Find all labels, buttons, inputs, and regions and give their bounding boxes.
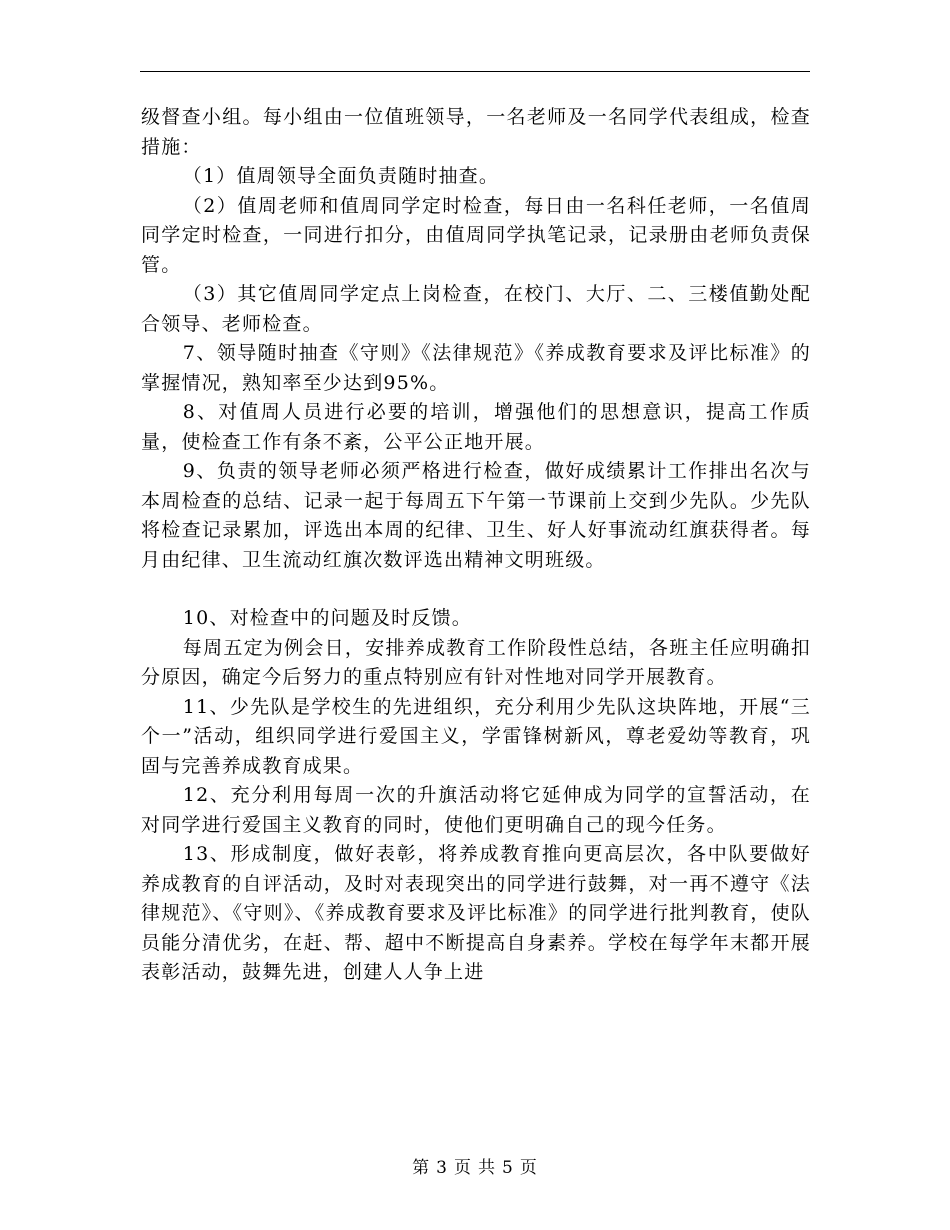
- document-body: [141, 103, 811, 988]
- paragraph-item-7: 7、领导随时抽查《守则》《法律规范》《养成教育要求及评比标准》的掌握情况，熟知率至少达到95%。: [141, 342, 811, 394]
- page-number: 3: [436, 1158, 448, 1178]
- paragraph-item-12: 12、充分利用每周一次的升旗活动将它延伸成为同学的宣誓活动，在对同学进行爱国主义教育的同时，使他们更明确自己的现今任务。: [141, 784, 811, 836]
- paragraph-measure-2: （2）值周老师和值周同学定时检查，每日由一名科任老师，一名值周同学定时检查，一同进行扣分，由值周同学执笔记录，记录册由老师负责保管。: [141, 194, 811, 276]
- footer-total-word: 共: [478, 1158, 496, 1178]
- paragraph-item-8: 8、对值周人员进行必要的培训，增强他们的思想意识，提高工作质量，使检查工作有条不紊，公平公正地开展。: [141, 401, 811, 453]
- total-pages: 5: [502, 1158, 514, 1178]
- paragraph-item-10: 10、对检查中的问题及时反馈。: [182, 607, 472, 629]
- paragraph-measure-3: （3）其它值周同学定点上岗检查，在校门、大厅、二、三楼值勤处配合领导、老师检查。: [141, 283, 811, 335]
- footer-prefix: 第: [412, 1158, 431, 1178]
- page-footer: [0, 1153, 950, 1178]
- footer-page-word: 页: [454, 1158, 472, 1178]
- paragraph-item-9: 9、负责的领导老师必须严格进行检查，做好成绩累计工作排出名次与本周检查的总结、记录一起于每周五下午第一节课前上交到少先队。少先队将检查记录累加，评选出本周的纪律、卫生、好人好事流动红旗获得者。每月由纪律、卫生流动红旗次数评选出精神文明班级。: [141, 460, 811, 571]
- paragraph-item-11: 11、少先队是学校生的先进组织，充分利用少先队这块阵地，开展“三个一”活动，组织同学进行爱国主义，学雷锋树新风，尊老爱幼等教育，巩固与完善养成教育成果。: [141, 695, 811, 777]
- paragraph-item-13: 13、形成制度，做好表彰，将养成教育推向更高层次，各中队要做好养成教育的自评活动，及时对表现突出的同学进行鼓舞，对一再不遵守《法律规范》、《守则》、《养成教育要求及评比标准》的同学进行批判教育，使队员能分清优劣，在赶、帮、超中不断提高自身素养。学校在每学年末都开展表彰活动，鼓舞先进，创建人人争上进: [141, 843, 811, 983]
- paragraph-continuation: 级督查小组。每小组由一位值班领导，一名老师及一名同学代表组成，检查措施：: [141, 106, 811, 158]
- paragraph-weekly-meeting: 每周五定为例会日，安排养成教育工作阶段性总结，各班主任应明确扣分原因，确定今后努力的重点特别应有针对性地对同学开展教育。: [141, 636, 811, 688]
- footer-suffix: 页: [519, 1158, 538, 1178]
- header-rule: [140, 71, 810, 72]
- paragraph-measure-1: （1）值周领导全面负责随时抽查。: [182, 165, 500, 187]
